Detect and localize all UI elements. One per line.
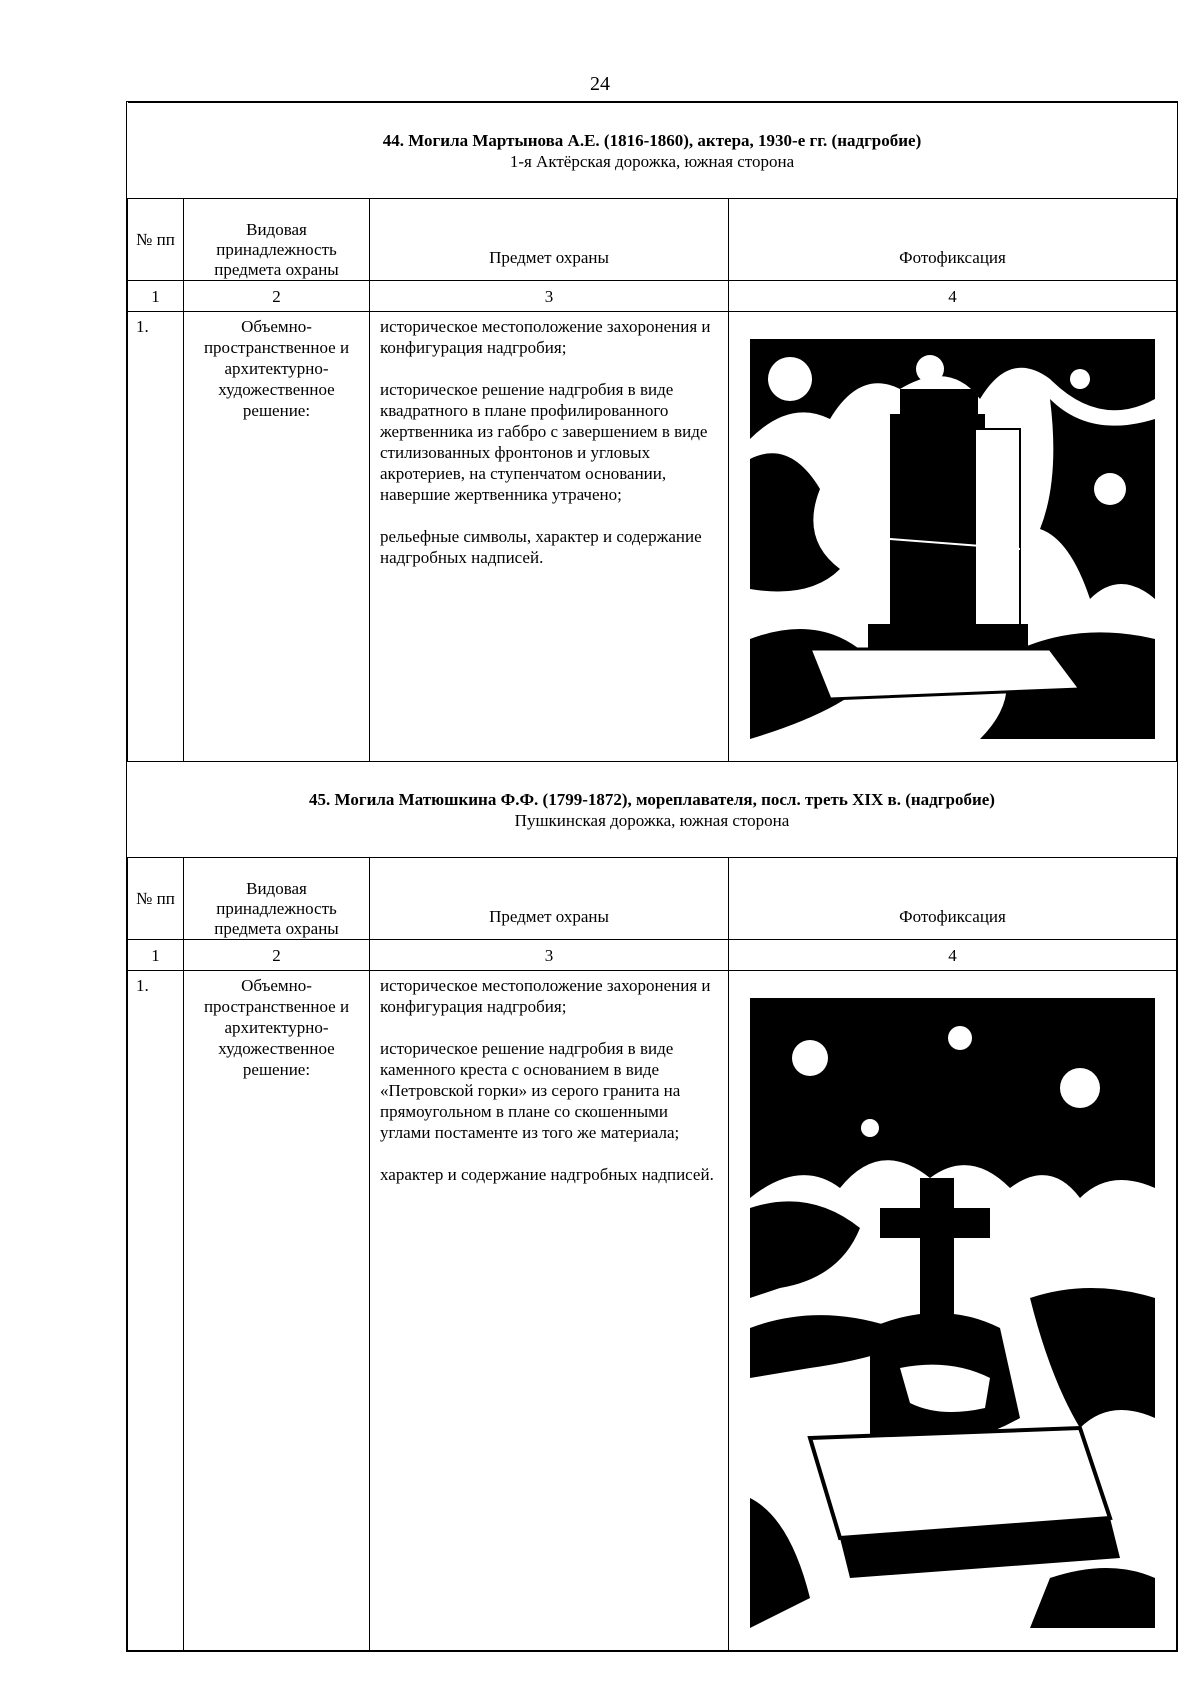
grave-photo-martynov (750, 339, 1155, 739)
column-number: 1 (128, 281, 184, 312)
column-header-num: № пп (128, 858, 184, 940)
subject-item: рельефные символы, характер и содержание надгробных надписей. (380, 527, 702, 567)
section-heading (128, 762, 1177, 858)
section-location: Пушкинская дорожка, южная сторона (514, 810, 790, 830)
photo-cell (729, 971, 1177, 1651)
subject-item: историческое местоположение захоронения и конфигурация надгробия; (380, 976, 711, 1016)
subject-item: историческое решение надгробия в виде квадратного в плане профилированного жертвенника из габбро с завершением в виде стилизованных фронтонов и угловых акротериев, на ступенчатом основании, навершие жертвенника утрачено; (380, 380, 708, 504)
subject-item: историческое решение надгробия в виде каменного креста с основанием в виде «Петровской горки» из серого гранита на прямоугольном в плане со скошенными углами постаменте из того же материала; (380, 1039, 681, 1142)
table-row (128, 312, 1177, 762)
subject-item: историческое местоположение захоронения и конфигурация надгробия; (380, 317, 711, 357)
column-number-row (128, 940, 1177, 971)
column-number: 3 (370, 281, 729, 312)
section-heading (128, 103, 1177, 199)
column-header-subject: Предмет охраны (370, 858, 729, 940)
column-number: 1 (128, 940, 184, 971)
photo-cell (729, 312, 1177, 762)
protection-table (127, 102, 1177, 1651)
column-header-row (128, 858, 1177, 940)
row-number: 1. (128, 971, 184, 1651)
type-cell: Объемно-пространственное и архитектурно-художественное решение: (184, 312, 370, 762)
grave-photo-matyushkin (750, 998, 1155, 1628)
column-header-num: № пп (128, 199, 184, 281)
type-cell: Объемно-пространственное и архитектурно-художественное решение: (184, 971, 370, 1651)
column-header-subject: Предмет охраны (370, 199, 729, 281)
column-number: 3 (370, 940, 729, 971)
column-header-type: Видовая принадлежность предмета охраны (184, 858, 370, 940)
section-heading-row (128, 103, 1177, 199)
column-number: 4 (729, 940, 1177, 971)
column-header-photo: Фотофиксация (729, 858, 1177, 940)
table-row (128, 971, 1177, 1651)
section-heading-row (128, 762, 1177, 858)
subject-cell (370, 971, 729, 1651)
section-title: 44. Могила Мартынова А.Е. (1816-1860), актера, 1930-е гг. (надгробие) (382, 130, 922, 150)
column-number: 4 (729, 281, 1177, 312)
column-number: 2 (184, 940, 370, 971)
subject-cell (370, 312, 729, 762)
subject-item: характер и содержание надгробных надписей. (380, 1165, 714, 1184)
page-number: 24 (590, 73, 610, 95)
column-header-type: Видовая принадлежность предмета охраны (184, 199, 370, 281)
column-number-row (128, 281, 1177, 312)
section-location: 1-я Актёрская дорожка, южная сторона (509, 151, 795, 171)
column-header-row (128, 199, 1177, 281)
section-title: 45. Могила Матюшкина Ф.Ф. (1799-1872), мореплавателя, посл. треть XIX в. (надгробие) (309, 789, 995, 809)
protection-table-frame (126, 101, 1178, 1652)
column-number: 2 (184, 281, 370, 312)
column-header-photo: Фотофиксация (729, 199, 1177, 281)
row-number: 1. (128, 312, 184, 762)
